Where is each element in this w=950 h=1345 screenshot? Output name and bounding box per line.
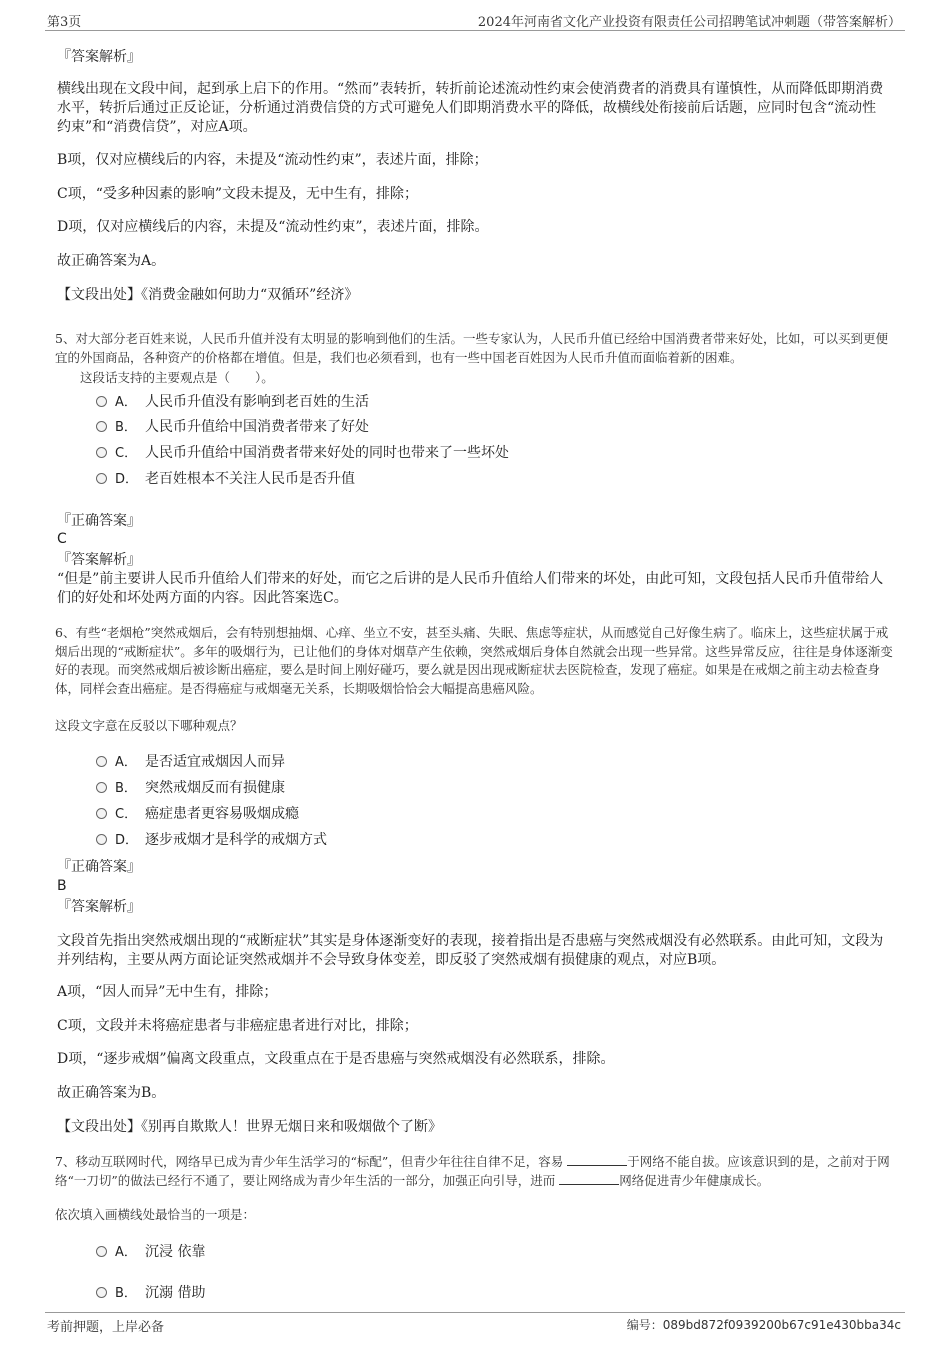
option-letter: C． — [115, 446, 138, 461]
option-text: 沉浸 依靠 — [145, 1244, 206, 1260]
option-text: 癌症患者更容易吸烟成瘾 — [145, 806, 299, 822]
q4-analysis-option-d: D项，仅对应横线后的内容，未提及“流动性约束”，表述片面，排除。 — [57, 219, 489, 235]
q4-conclusion: 故正确答案为A。 — [57, 253, 166, 269]
q5-stem: 5、对大部分老百姓来说，人民币升值并没有太明显的影响到他们的生活。一些专家认为，人民币升值已经给中国消费者带来好处，比如，可以买到更便宜的外国商品，各种资产的价格都在增值。但是，我们也必须看到，也有一些中国老百姓因为人民币升值而面临着新的困难。 — [55, 331, 888, 365]
radio-icon[interactable] — [96, 782, 107, 793]
q6-prompt: 这段文字意在反驳以下哪种观点？ — [55, 718, 243, 733]
q5-analysis: “但是”前主要讲人民币升值给人们带来的好处，而它之后讲的是人民币升值给人们带来的坏处，由此可知，文段包括人民币升值带给人们的好处和坏处两方面的内容。因此答案选C。 — [57, 571, 884, 606]
q4-analysis-paragraph: 横线出现在文段中间，起到承上启下的作用。“然而”表转折，转折前论述流动性约束会使消费者的消费具有谨慎性，从而降低即期消费水平，转折后通过正反论证，分析通过消费信贷的方式可避免人们即期消费水平的降低，故横线处衔接前后话题，应同时包含“流动性约束”和“消费信贷”，对应A项。 — [57, 81, 884, 135]
option-letter: B． — [115, 420, 137, 435]
option-text: 是否适宜戒烟因人而异 — [145, 754, 285, 770]
page-header — [45, 8, 905, 31]
option-letter: C． — [115, 807, 138, 822]
q5-prompt: 这段话支持的主要观点是（ ）。 — [80, 370, 274, 385]
radio-icon[interactable] — [96, 808, 107, 819]
option-letter: B． — [115, 781, 137, 796]
q6-option-c[interactable] — [96, 804, 299, 825]
option-text: 人民币升值没有影响到老百姓的生活 — [145, 394, 369, 410]
q6-option-a[interactable] — [96, 752, 285, 773]
radio-icon[interactable] — [96, 1287, 107, 1298]
q6-answer-label: 『正确答案』 — [57, 859, 141, 875]
radio-icon[interactable] — [96, 473, 107, 484]
q6-analysis-option-a: A项，“因人而异”无中生有，排除； — [57, 984, 278, 1000]
q7-stem-part-2: 于网络不能自拔。应该意识到的是，之前对于网络“一刀切”的做法已经行不通了，要让网络成为青少年生活的一部分，加强正向引导，进而 — [55, 1154, 890, 1188]
radio-icon[interactable] — [96, 756, 107, 767]
q7-stem-part-1: 7、移动互联网时代，网络早已成为青少年生活学习的“标配”，但青少年往往自律不足，容易 — [55, 1154, 564, 1169]
blank-line — [559, 1172, 619, 1185]
page-footer — [45, 1312, 905, 1335]
page-number: 第3页 — [47, 15, 82, 30]
radio-icon[interactable] — [96, 396, 107, 407]
blank-line — [567, 1153, 627, 1166]
q6-conclusion: 故正确答案为B。 — [57, 1085, 166, 1101]
q5-option-c[interactable] — [96, 443, 509, 464]
q4-analysis-label: 『答案解析』 — [57, 49, 141, 65]
radio-icon[interactable] — [96, 447, 107, 458]
q4-analysis-option-c: C项，“受多种因素的影响”文段未提及，无中生有，排除； — [57, 186, 419, 202]
option-letter: D． — [115, 833, 139, 848]
q6-analysis-option-d: D项，“逐步戒烟”偏离文段重点，文段重点在于是否患癌与突然戒烟没有必然联系，排除。 — [57, 1051, 615, 1067]
q7-stem — [55, 1153, 900, 1190]
q5-answer: C — [57, 531, 67, 547]
q6-analysis-paragraph: 文段首先指出突然戒烟出现的“戒断症状”其实是身体逐渐变好的表现，接着指出是否患癌与突然戒烟没有必然联系。由此可知，文段为并列结构，主要从两方面论证突然戒烟并不会导致身体变差，即反驳了突然戒烟有损健康的观点，对应B项。 — [57, 933, 884, 968]
option-text: 人民币升值给中国消费者带来好处的同时也带来了一些坏处 — [145, 445, 509, 461]
q7-prompt: 依次填入画横线处最恰当的一项是： — [55, 1207, 256, 1222]
q6-analysis-label: 『答案解析』 — [57, 899, 141, 915]
q7-option-b[interactable] — [96, 1283, 205, 1304]
option-letter: A． — [115, 755, 137, 770]
q5-option-b[interactable] — [96, 417, 369, 438]
q6-answer: B — [57, 878, 67, 894]
radio-icon[interactable] — [96, 834, 107, 845]
q4-analysis-option-b: B项，仅对应横线后的内容，未提及“流动性约束”，表述片面，排除； — [57, 152, 488, 168]
document-id: 编号：089bd872f0939200b67c91e430bba34c — [626, 1318, 901, 1332]
radio-icon[interactable] — [96, 421, 107, 432]
q7-stem-part-3: 网络促进青少年健康成长。 — [619, 1172, 770, 1188]
q6-source: 【文段出处】《别再自欺欺人！世界无烟日来和吸烟做个了断》 — [57, 1119, 442, 1135]
q6-stem: 6、有些“老烟枪”突然戒烟后，会有特别想抽烟、心痒、坐立不安，甚至头痛、失眠、焦虑等症状，从而感觉自己好像生病了。临床上，这些症状属于戒烟后出现的“戒断症状”。多年的吸烟行为，已让他们的身体对烟草产生依赖，突然戒烟后身体自然就会出现一些异常。这些异常反应，往往是身体逐渐变好的表现。而突然戒烟后被诊断出癌症，要么是时间上刚好碰巧，要么就是因出现戒断症状去医院检查，发现了癌症。如果是在戒烟之前主动去检查身体，同样会查出癌症。是否得癌症与戒烟毫无关系，长期吸烟恰恰会大幅提高患癌风险。 — [55, 625, 893, 696]
q4-source: 【文段出处】《消费金融如何助力“双循环”经济》 — [57, 287, 359, 303]
option-letter: A． — [115, 1245, 137, 1260]
q6-option-d[interactable] — [96, 830, 327, 851]
option-text: 沉溺 借助 — [145, 1285, 206, 1301]
q6-analysis-option-c: C项，文段并未将癌症患者与非癌症患者进行对比，排除； — [57, 1018, 418, 1034]
option-text: 突然戒烟反而有损健康 — [145, 780, 285, 796]
q6-option-b[interactable] — [96, 778, 285, 799]
q5-analysis-label: 『答案解析』 — [57, 552, 141, 568]
document-title: 2024年河南省文化产业投资有限责任公司招聘笔试冲刺题（带答案解析） — [477, 15, 901, 30]
option-text: 逐步戒烟才是科学的戒烟方式 — [145, 832, 327, 848]
footer-slogan: 考前押题，上岸必备 — [47, 1320, 165, 1335]
q5-answer-label: 『正确答案』 — [57, 513, 141, 529]
option-text: 人民币升值给中国消费者带来了好处 — [145, 419, 369, 435]
radio-icon[interactable] — [96, 1246, 107, 1257]
option-letter: D． — [115, 472, 139, 487]
option-letter: B． — [115, 1286, 137, 1301]
q5-option-d[interactable] — [96, 469, 355, 490]
q7-option-a[interactable] — [96, 1242, 205, 1263]
option-letter: A． — [115, 395, 137, 410]
option-text: 老百姓根本不关注人民币是否升值 — [145, 471, 355, 487]
q5-option-a[interactable] — [96, 392, 369, 413]
